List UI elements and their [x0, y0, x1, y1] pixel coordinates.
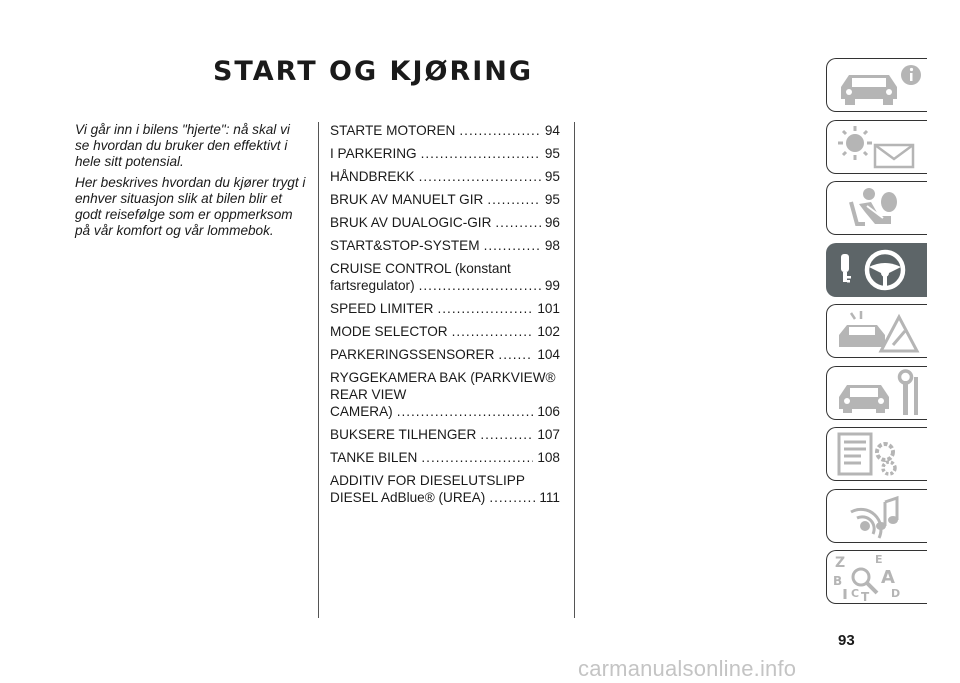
warning-lights-icon — [831, 123, 923, 171]
car-maintenance-icon — [831, 369, 923, 417]
toc-entry[interactable] — [330, 122, 560, 139]
toc-leader-dots — [421, 449, 533, 466]
tab-warning-lights[interactable] — [826, 120, 927, 174]
toc-entry-row — [330, 168, 560, 185]
toc-entry-page: 111 — [539, 490, 560, 505]
chapter-intro — [75, 122, 307, 243]
toc-entry-row — [330, 346, 560, 363]
tab-maintenance[interactable] — [826, 366, 927, 420]
toc-leader-dots — [489, 489, 535, 506]
toc-entry-page: 95 — [544, 192, 560, 207]
key-steering-wheel-icon — [831, 246, 923, 294]
toc-leader-dots — [419, 168, 541, 185]
toc-leader-dots — [459, 122, 540, 139]
toc-entry-page: 95 — [544, 169, 560, 184]
toc-entry-row — [330, 277, 560, 294]
index-letter-a: A — [881, 567, 895, 588]
index-letter-e: E — [875, 553, 883, 566]
toc-entry-label: CAMERA) — [330, 404, 393, 419]
toc-leader-dots — [498, 346, 533, 363]
toc-entry-row — [330, 449, 560, 466]
column-divider-left — [318, 122, 319, 618]
toc-entry-row — [330, 489, 560, 506]
toc-entry-label: HÅNDBREKK — [330, 169, 415, 184]
toc-entry-label: SPEED LIMITER — [330, 301, 434, 316]
toc-entry-page: 108 — [537, 450, 560, 465]
index-letter-d: D — [891, 587, 901, 600]
intro-paragraph-1: Vi går inn i bilens "hjerte": nå skal vi se hvordan du bruker den effektivt i hele sitt potensial. — [75, 122, 290, 170]
tab-seat-airbag[interactable] — [826, 181, 927, 235]
toc-entry[interactable] — [330, 472, 560, 506]
toc-leader-dots — [495, 214, 540, 231]
tab-starting-driving[interactable] — [826, 243, 927, 297]
car-info-icon — [831, 61, 923, 109]
toc-leader-dots — [397, 403, 534, 420]
toc-leader-dots — [452, 323, 534, 340]
toc-entry-label: TANKE BILEN — [330, 450, 418, 465]
toc-entry[interactable] — [330, 260, 560, 294]
page-title: START OG KJØRING — [212, 56, 534, 87]
toc-entry[interactable] — [330, 369, 560, 420]
toc-entry-row — [330, 191, 560, 208]
index-letter-t: T — [861, 590, 870, 601]
toc-entry-row — [330, 237, 560, 254]
toc-entry-label: STARTE MOTOREN — [330, 123, 456, 138]
chapter-tabs — [826, 58, 928, 612]
toc-entry-page: 106 — [537, 404, 560, 419]
toc-leader-dots — [438, 300, 534, 317]
car-emergency-icon — [831, 307, 923, 355]
toc-entry-page: 99 — [544, 278, 560, 293]
toc-entry[interactable] — [330, 145, 560, 162]
toc-entry[interactable] — [330, 300, 560, 317]
toc-entry[interactable] — [330, 426, 560, 443]
page-number: 93 — [838, 632, 855, 649]
index-letter-b: B — [833, 574, 843, 588]
toc-leader-dots — [480, 426, 533, 443]
alphabetical-index-icon — [831, 553, 923, 601]
toc-leader-dots — [484, 237, 541, 254]
toc-entry[interactable] — [330, 346, 560, 363]
toc-entry-page: 95 — [544, 146, 560, 161]
seat-airbag-icon — [831, 184, 923, 232]
tab-car-info[interactable] — [826, 58, 927, 112]
toc-entry-row — [330, 403, 560, 420]
toc-leader-dots — [487, 191, 541, 208]
toc-entry-row — [330, 122, 560, 139]
toc-entry-label: BRUK AV MANUELT GIR — [330, 192, 484, 207]
column-divider-right — [574, 122, 575, 618]
toc-entry[interactable] — [330, 449, 560, 466]
toc-entry-label: BUKSERE TILHENGER — [330, 427, 477, 442]
tab-multimedia[interactable] — [826, 489, 927, 543]
table-of-contents — [330, 122, 560, 512]
toc-entry-label: START&STOP-SYSTEM — [330, 238, 480, 253]
toc-entry-page: 107 — [537, 427, 560, 442]
toc-entry-label: BRUK AV DUALOGIC-GIR — [330, 215, 492, 230]
tab-alphabetical-index[interactable] — [826, 550, 927, 604]
toc-entry-row — [330, 214, 560, 231]
toc-entry-row — [330, 300, 560, 317]
index-letter-c: C — [851, 587, 860, 600]
toc-entry-lead: RYGGEKAMERA BAK (PARKVIEW® REAR VIEW — [330, 370, 556, 402]
toc-entry-row — [330, 323, 560, 340]
toc-entry-label: I PARKERING — [330, 146, 417, 161]
toc-entry-label: MODE SELECTOR — [330, 324, 448, 339]
toc-entry-lead: ADDITIV FOR DIESELUTSLIPP — [330, 473, 525, 488]
toc-entry-row — [330, 426, 560, 443]
toc-leader-dots — [421, 145, 541, 162]
toc-entry-page: 98 — [544, 238, 560, 253]
toc-leader-dots — [419, 277, 541, 294]
toc-entry-page: 96 — [544, 215, 560, 230]
toc-entry-page: 102 — [537, 324, 560, 339]
toc-entry[interactable] — [330, 214, 560, 231]
toc-entry[interactable] — [330, 323, 560, 340]
toc-entry-label: DIESEL AdBlue® (UREA) — [330, 490, 486, 505]
toc-entry-label: fartsregulator) — [330, 278, 415, 293]
toc-entry-lead: CRUISE CONTROL (konstant — [330, 261, 511, 276]
toc-entry-page: 104 — [537, 347, 560, 362]
toc-entry-page: 94 — [544, 123, 560, 138]
toc-entry[interactable] — [330, 191, 560, 208]
toc-entry-row — [330, 145, 560, 162]
toc-entry[interactable] — [330, 168, 560, 185]
toc-entry-label: PARKERINGSSENSORER — [330, 347, 495, 362]
technical-data-icon — [831, 430, 923, 478]
tab-technical-data[interactable] — [826, 427, 927, 481]
intro-paragraph-2: Her beskrives hvordan du kjører trygt i enhver situasjon slik at bilen blir et godt reisefølge som er oppmerksom på vår komfort og vår lommebok. — [75, 174, 306, 239]
multimedia-icon — [831, 492, 923, 540]
tab-emergency[interactable] — [826, 304, 927, 358]
watermark: carmanualsonline.info — [578, 656, 797, 681]
index-letter-z: Z — [835, 555, 846, 571]
toc-entry-page: 101 — [537, 301, 560, 316]
toc-entry[interactable] — [330, 237, 560, 254]
